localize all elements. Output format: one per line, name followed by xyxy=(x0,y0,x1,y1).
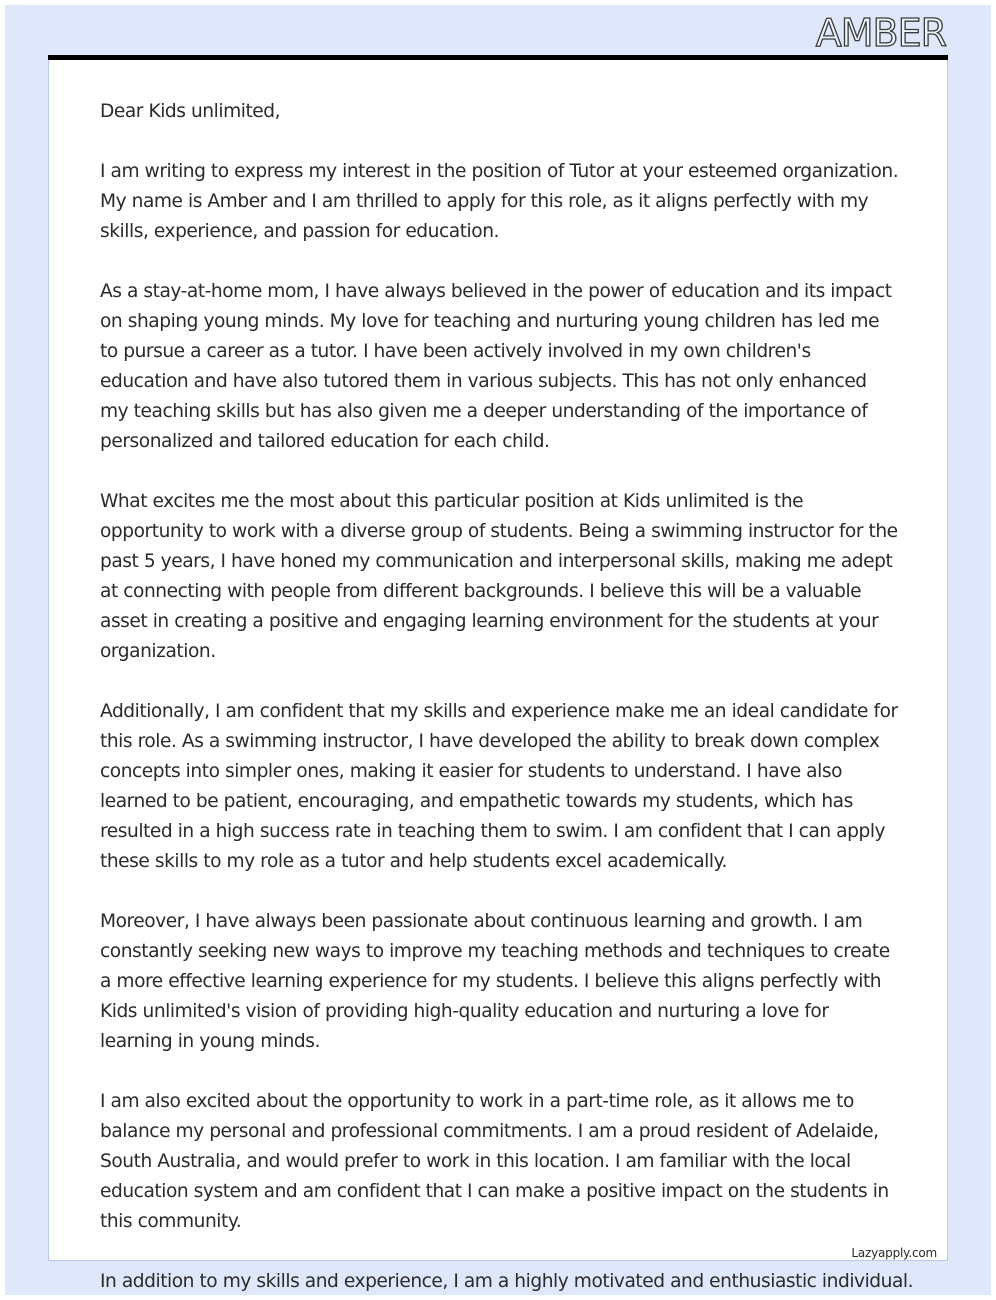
lazyapply-watermark: Lazyapply.com xyxy=(851,1246,937,1260)
letter-salutation: Dear Kids unlimited, xyxy=(100,101,281,122)
letter-paragraph-3: What excites me the most about this particular position at Kids unlimited is the opportunity to work with a diverse group of students. Being a swimming instructor for the past 5 years, I have honed my communication and interpersonal skills, making me adept at connecting with people from different backgrounds. I believe this will be a valuable asset in creating a positive and engaging learning environment for the students at your organization. xyxy=(100,491,898,662)
cover-letter-body xyxy=(100,97,900,1267)
letter-paragraph-2: As a stay-at-home mom, I have always believed in the power of education and its impact on shaping young minds. My love for teaching and nurturing young children has led me to pursue a career as a tutor. I have been actively involved in my own children's education and have also tutored them in various subjects. This has not only enhanced my teaching skills but has also given me a deeper understanding of the importance of personalized and tailored education for each child. xyxy=(100,281,892,452)
letter-paragraph-4: Additionally, I am confident that my skills and experience make me an ideal candidate for this role. As a swimming instructor, I have developed the ability to break down complex concepts into simpler ones, making it easier for students to understand. I have also learned to be patient, encouraging, and empathetic towards my students, which has resulted in a high success rate in teaching them to swim. I am confident that I can apply these skills to my role as a tutor and help students excel academically. xyxy=(100,701,898,872)
letter-paragraph-1: I am writing to express my interest in the position of Tutor at your esteemed organization. My name is Amber and I am thrilled to apply for this role, as it aligns perfectly with my skills, experience, and passion for education. xyxy=(100,161,899,242)
letter-paragraph-5: Moreover, I have always been passionate about continuous learning and growth. I am constantly seeking new ways to improve my teaching methods and techniques to create a more effective learning experience for my students. I believe this aligns perfectly with Kids unlimited's vision of providing high-quality education and nurturing a love for learning in young minds. xyxy=(100,911,890,1052)
applicant-name-logo: AMBER xyxy=(815,11,946,55)
letter-paragraph-6: I am also excited about the opportunity to work in a part-time role, as it allows me to balance my personal and professional commitments. I am a proud resident of Adelaide, South Australia, and would prefer to work in this location. I am familiar with the local education system and am confident that I can make a positive impact on the students in this community. xyxy=(100,1091,889,1232)
letter-paragraph-7-overflow: In addition to my skills and experience, I am a highly motivated and enthusiastic individual. xyxy=(100,1271,914,1292)
